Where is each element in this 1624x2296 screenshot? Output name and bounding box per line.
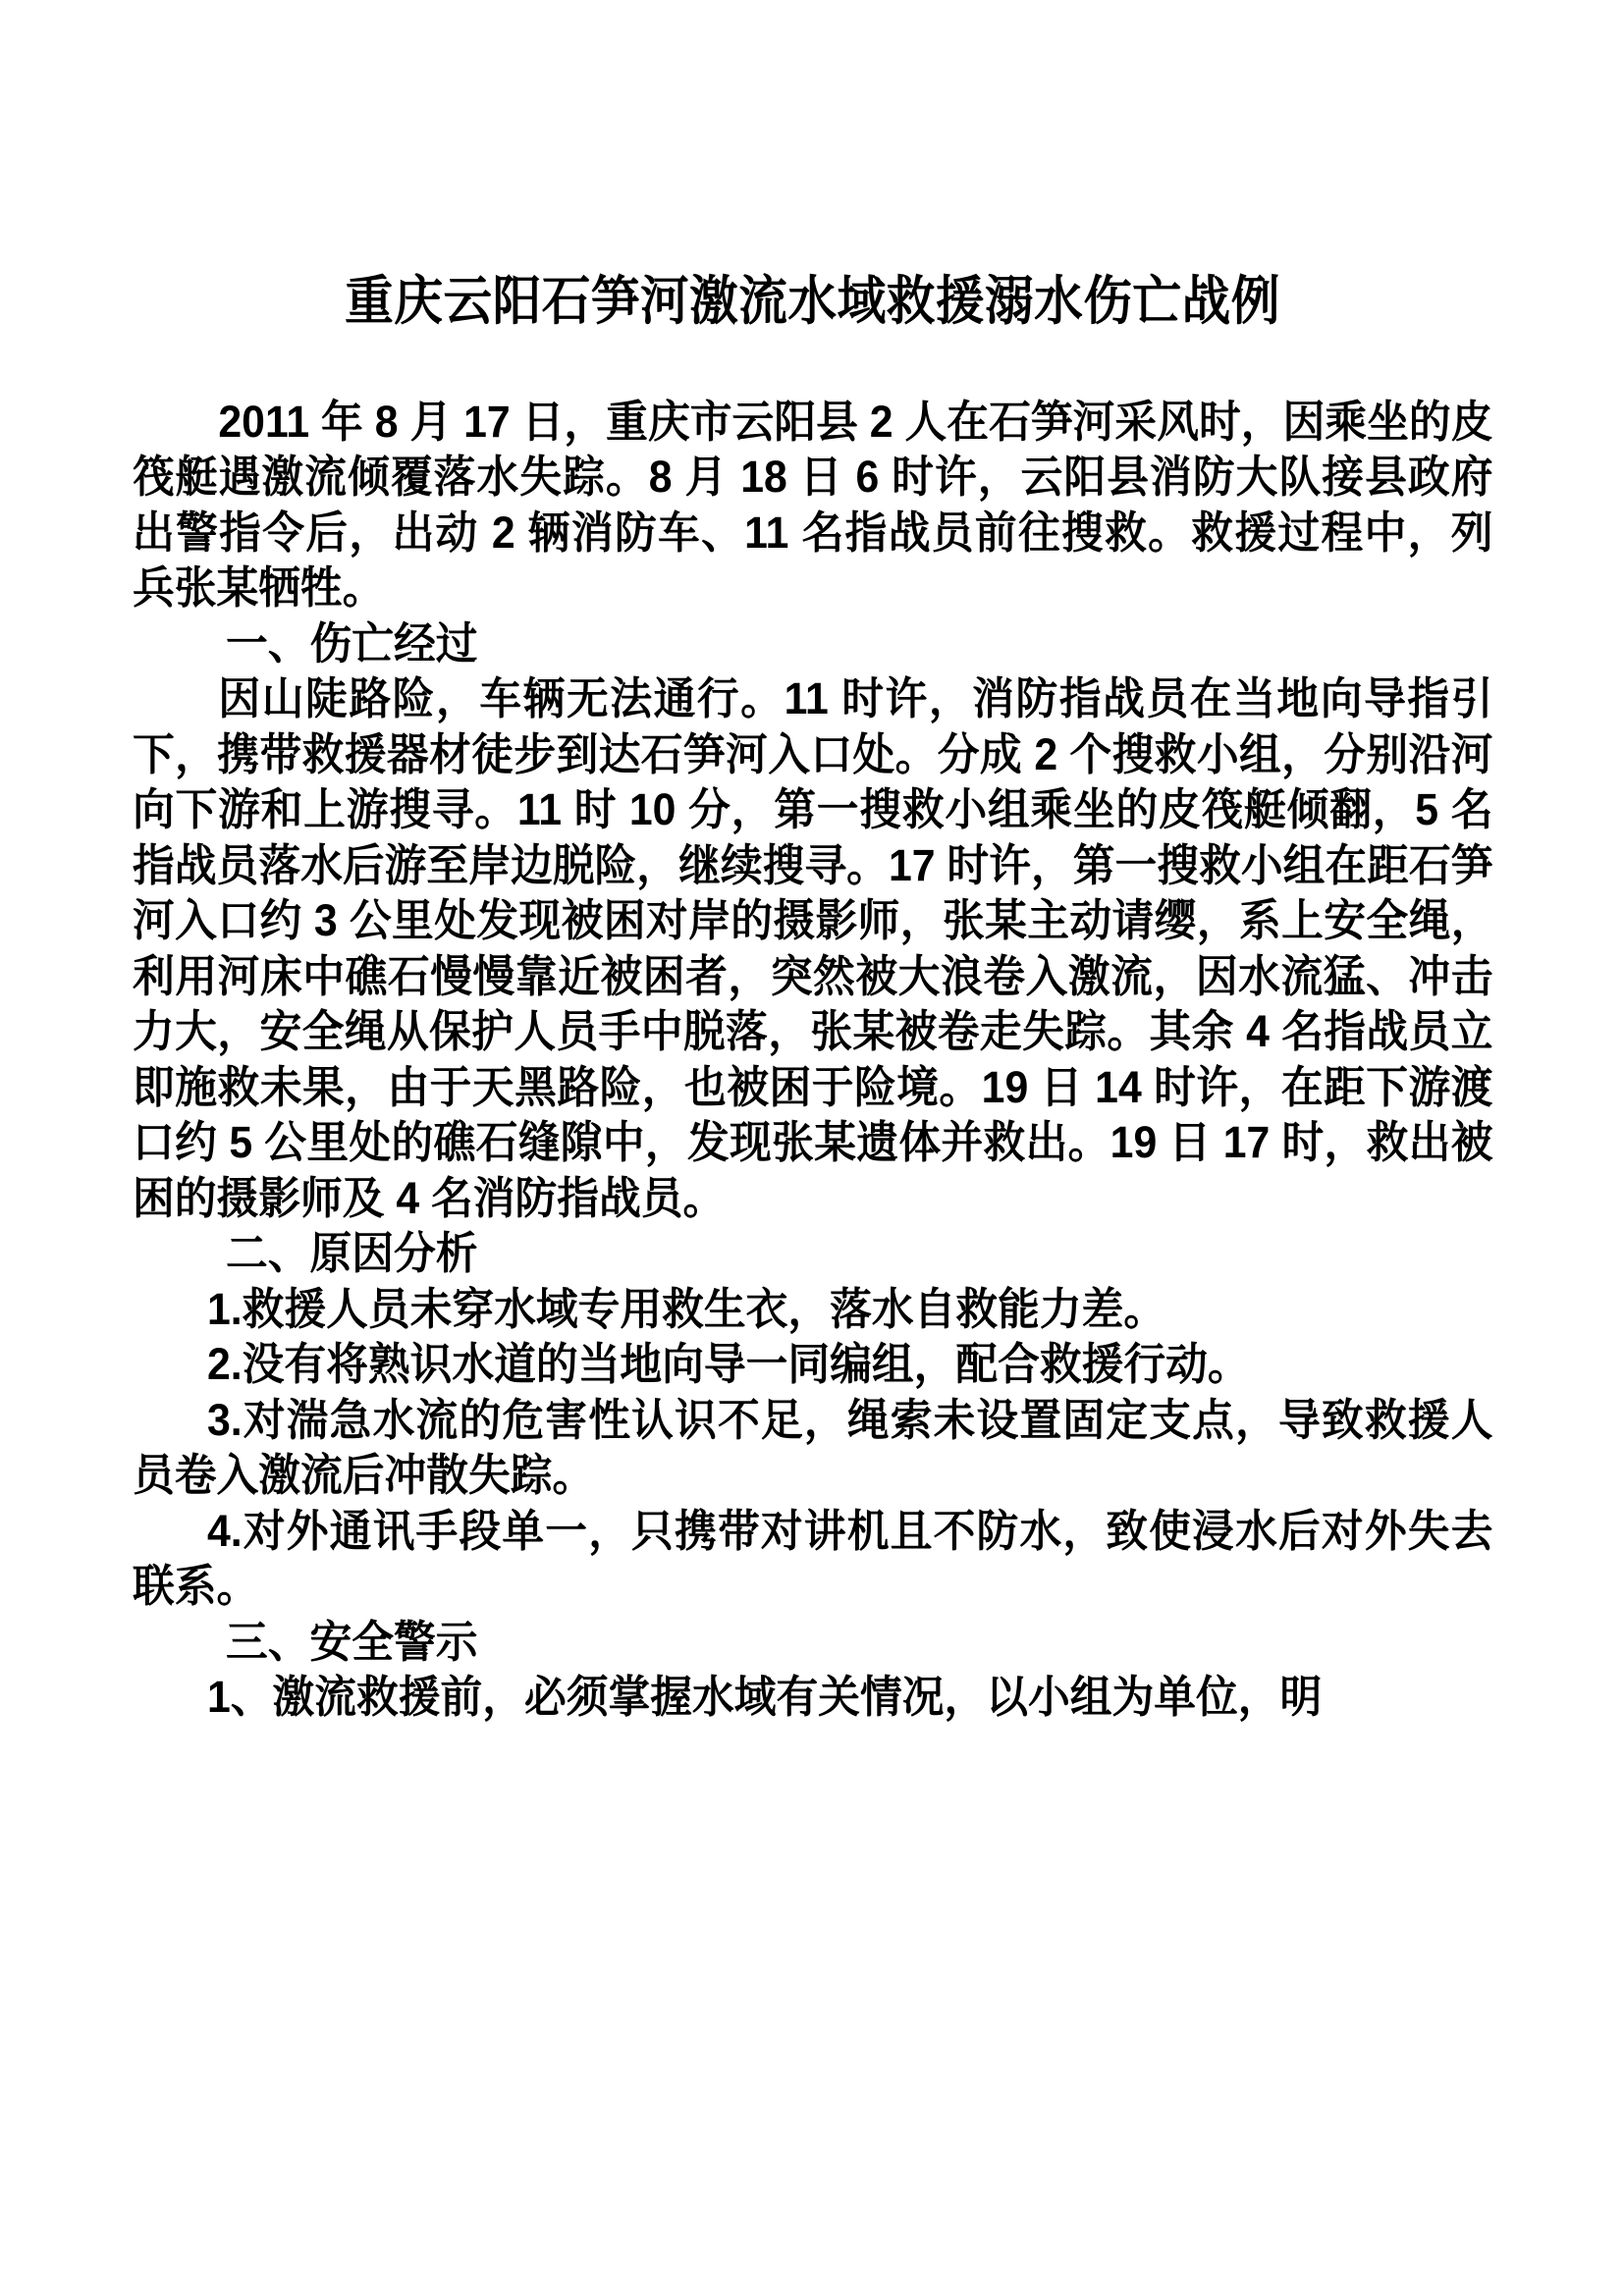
intro-paragraph: 2011 年 8 月 17 日，重庆市云阳县 2 人在石笋河采风时，因乘坐的皮筏艇遇激流倾覆落水失踪。8 月 18 日 6 时许，云阳县消防大队接县政府出警指令后，出动 2 辆消防车、11 名指战员前往搜救。救援过程中，列兵张某牺牲。	[133, 396, 1493, 614]
cause-item-3: 3.对湍急水流的危害性认识不足，绳索未设置固定支点，导致救援人员卷入激流后冲散失踪。	[133, 1394, 1493, 1501]
section-heading-safety-warning: 三、安全警示	[226, 1616, 478, 1667]
section-heading-casualty-process: 一、伤亡经过	[226, 617, 478, 668]
cause-item-1: 1.救援人员未穿水域专用救生衣，落水自救能力差。	[207, 1283, 1166, 1334]
cause-item-4: 4.对外通讯手段单一，只携带对讲机且不防水，致使浸水后对外失去联系。	[133, 1505, 1493, 1612]
section-heading-cause-analysis: 二、原因分析	[226, 1228, 478, 1279]
page-title: 重庆云阳石笋河激流水域救援溺水伤亡战例	[345, 272, 1280, 331]
warning-item-1: 1、激流救援前，必须掌握水域有关情况，以小组为单位，明	[207, 1672, 1323, 1723]
section-body-casualty-process: 因山陡路险，车辆无法通行。11 时许，消防指战员在当地向导指引下，携带救援器材徒步到达石笋河入口处。分成 2 个搜救小组，分别沿河向下游和上游搜寻。11 时 10 分，第一搜救小组乘坐的皮筏艇倾翻，5 名指战员落水后游至岸边脱险，继续搜寻。17 时许，第一搜救小组在距石笋河入口约 3 公里处发现被困对岸的摄影师，张某主动请缨，系上安全绳，利用河床中礁石慢慢靠近被困者，突然被大浪卷入激流，因水流猛、冲击力大，安全绳从保护人员手中脱落，张某被卷走失踪。其余 4 名指战员立即施救未果，由于天黑路险，也被困于险境。19 日 14 时许，在距下游渡口约 5 公里处的礁石缝隙中，发现张某遗体并救出。19 日 17 时，救出被困的摄影师及 4 名消防指战员。	[133, 673, 1493, 1223]
page-content-area	[133, 271, 1492, 1726]
cause-item-2: 2.没有将熟识水道的当地向导一同编组，配合救援行动。	[207, 1339, 1250, 1390]
